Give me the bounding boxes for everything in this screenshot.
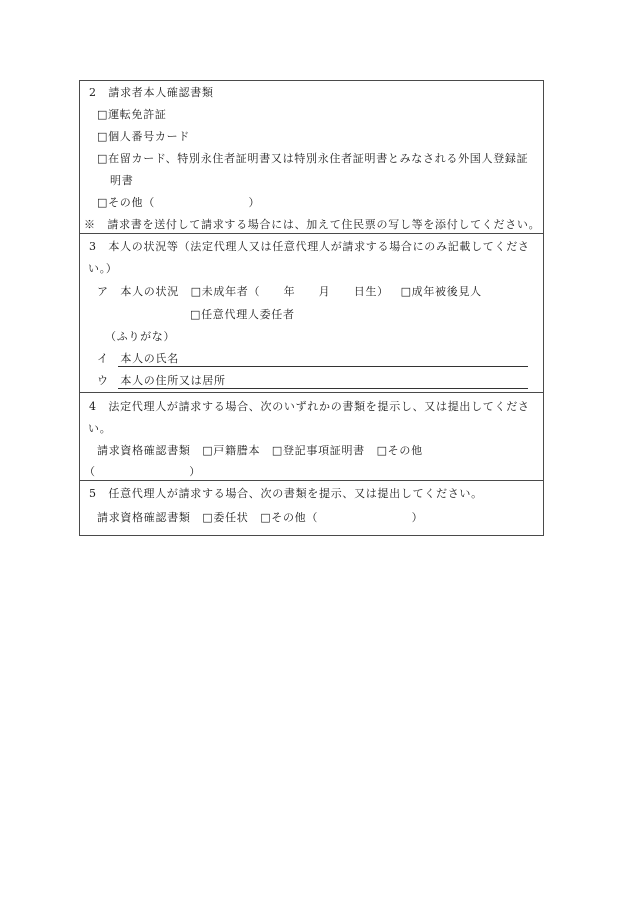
option-drivers-license: □運転免許証	[97, 108, 167, 121]
option-other: □その他（ ）	[97, 196, 261, 209]
section4-heading: 4 法定代理人が請求する場合、次のいずれかの書類を提示し、又は提出してくださ	[89, 400, 530, 413]
option-power-of-attorney: □委任状	[202, 511, 249, 524]
option-minor: □未成年者（ 年 月 日生）	[190, 285, 389, 298]
status-row	[97, 281, 482, 303]
option-my-number-card: □個人番号カード	[97, 130, 190, 143]
address-underline	[118, 388, 528, 389]
documents-label: 請求資格確認書類	[97, 511, 191, 524]
name-underline	[118, 366, 528, 367]
section-divider	[79, 392, 544, 393]
section5-documents-row	[97, 507, 423, 529]
status-label: 本人の状況	[120, 285, 179, 298]
section2-heading: 2 請求者本人確認書類	[89, 86, 214, 99]
section3-heading-continued: い。）	[88, 262, 118, 275]
option-principal-of-agent: □任意代理人委任者	[190, 308, 295, 321]
status-marker: ア	[97, 285, 109, 298]
section5-heading: 5 任意代理人が請求する場合、次の書類を提示、又は提出してください。	[89, 487, 483, 500]
option-residence-card-continued: 明書	[110, 174, 134, 187]
option-family-register: □戸籍謄本	[202, 444, 261, 457]
other-blank: （ ）	[84, 465, 201, 478]
furigana-label: （ふりがな）	[105, 330, 176, 343]
option-other: □その他	[376, 444, 423, 457]
option-other: □その他（ ）	[260, 511, 424, 524]
name-marker: イ	[97, 352, 109, 365]
section4-documents-row	[97, 440, 423, 462]
section3-heading: 3 本人の状況等（法定代理人又は任意代理人が請求する場合にのみ記載してくださ	[89, 240, 530, 253]
option-residence-card: □在留カード、特別永住者証明書又は特別永住者証明書とみなされる外国人登録証	[97, 152, 529, 165]
name-label: 本人の氏名	[120, 352, 179, 365]
documents-label: 請求資格確認書類	[97, 444, 191, 457]
address-marker: ウ	[97, 374, 109, 387]
option-registry-certificate: □登記事項証明書	[271, 444, 365, 457]
section2-note: ※ 請求書を送付して請求する場合には、加えて住民票の写し等を添付してください。	[84, 218, 541, 231]
address-label: 本人の住所又は居所	[120, 374, 226, 387]
section4-heading-continued: い。	[88, 422, 112, 435]
option-adult-ward: □成年被後見人	[400, 285, 482, 298]
